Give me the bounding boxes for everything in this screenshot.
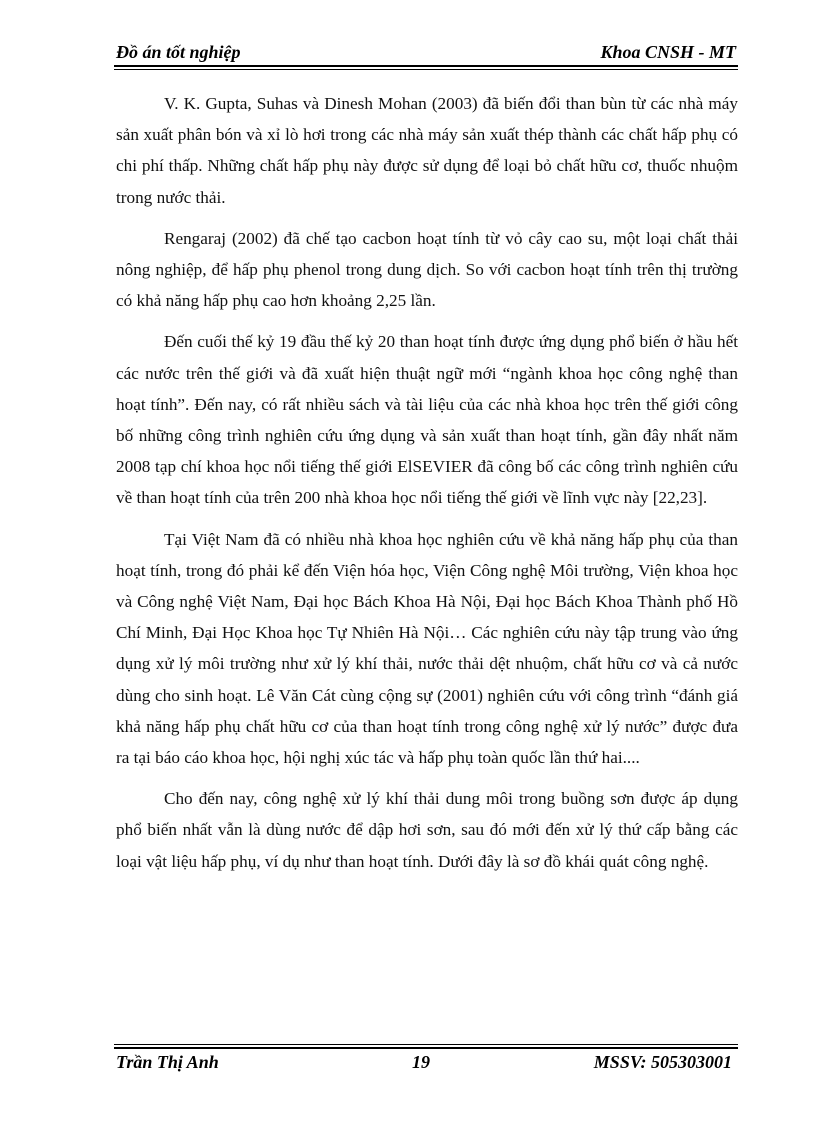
body-text bbox=[116, 88, 738, 887]
footer-rule-thin bbox=[114, 1044, 738, 1045]
footer-author: Trần Thị Anh bbox=[116, 1052, 219, 1072]
page-header bbox=[114, 40, 738, 64]
paragraph: Cho đến nay, công nghệ xử lý khí thải dung môi trong buồng sơn được áp dụng phổ biến nhất vẫn là dùng nước để dập hơi sơn, sau đó mới đến xử lý thứ cấp bằng các loại vật liệu hấp phụ, ví dụ như than hoạt tính. Dưới đây là sơ đồ khái quát công nghệ. bbox=[116, 789, 738, 871]
paragraph: Rengaraj (2002) đã chế tạo cacbon hoạt tính từ vỏ cây cao su, một loại chất thải nông nghiệp, để hấp phụ phenol trong dung dịch. So với cacbon hoạt tính trên thị trường có khả năng hấp phụ cao hơn khoảng 2,25 lần. bbox=[116, 228, 738, 311]
footer-rule-thick bbox=[114, 1047, 738, 1049]
page-footer bbox=[114, 1052, 738, 1076]
page-number: 19 bbox=[412, 1052, 430, 1072]
paragraph: Tại Việt Nam đã có nhiều nhà khoa học nghiên cứu về khả năng hấp phụ của than hoạt tính, trong đó phải kể đến Viện hóa học, Viện Công nghệ Môi trường, Viện khoa học và Công nghệ Việt Nam, Đại học Bách Khoa Hà Nội, Đại học Bách Khoa Thành phố Hồ Chí Minh, Đại Học Khoa học Tự Nhiên Hà Nội… Các nghiên cứu này tập trung vào ứng dụng xử lý môi trường như xử lý khí thải, nước thải dệt nhuộm, chất hữu cơ và cả nước dùng cho sinh hoạt. Lê Văn Cát cùng cộng sự (2001) nghiên cứu với công trình “đánh giá khả năng hấp phụ chất hữu cơ của than hoạt tính trong công nghệ xử lý nước” được đưa ra tại báo cáo khoa học, hội nghị xúc tác và hấp phụ toàn quốc lần thứ hai.... bbox=[116, 529, 738, 768]
paragraph: V. K. Gupta, Suhas và Dinesh Mohan (2003) đã biến đổi than bùn từ các nhà máy sản xuất phân bón và xỉ lò hơi trong các nhà máy sản xuất thép thành các chất hấp phụ có chi phí thấp. Những chất hấp phụ này được sử dụng để loại bỏ chất hữu cơ, thuốc nhuộm trong nước thải. bbox=[116, 94, 738, 207]
paragraph: Đến cuối thế kỷ 19 đầu thế kỷ 20 than hoạt tính được ứng dụng phổ biến ở hầu hết các nước trên thế giới và đã xuất hiện thuật ngữ mới “ngành khoa học công nghệ than hoạt tính”. Đến nay, có rất nhiều sách và tài liệu của các nhà khoa học trên thế giới công bố những công trình nghiên cứu ứng dụng và sản xuất than hoạt tính, gần đây nhất năm 2008 tạp chí khoa học nổi tiếng thế giới ElSEVIER đã công bố các công trình nghiên cứu về than hoạt tính của trên 200 nhà khoa học nổi tiếng thế giới về lĩnh vực này [22,23]. bbox=[116, 332, 738, 508]
header-title: Đồ án tốt nghiệp bbox=[116, 42, 241, 62]
footer-student-id: MSSV: 505303001 bbox=[593, 1052, 732, 1072]
header-rule-thin bbox=[114, 69, 738, 70]
header-rule-thick bbox=[114, 65, 738, 67]
header-department: Khoa CNSH - MT bbox=[600, 42, 736, 62]
